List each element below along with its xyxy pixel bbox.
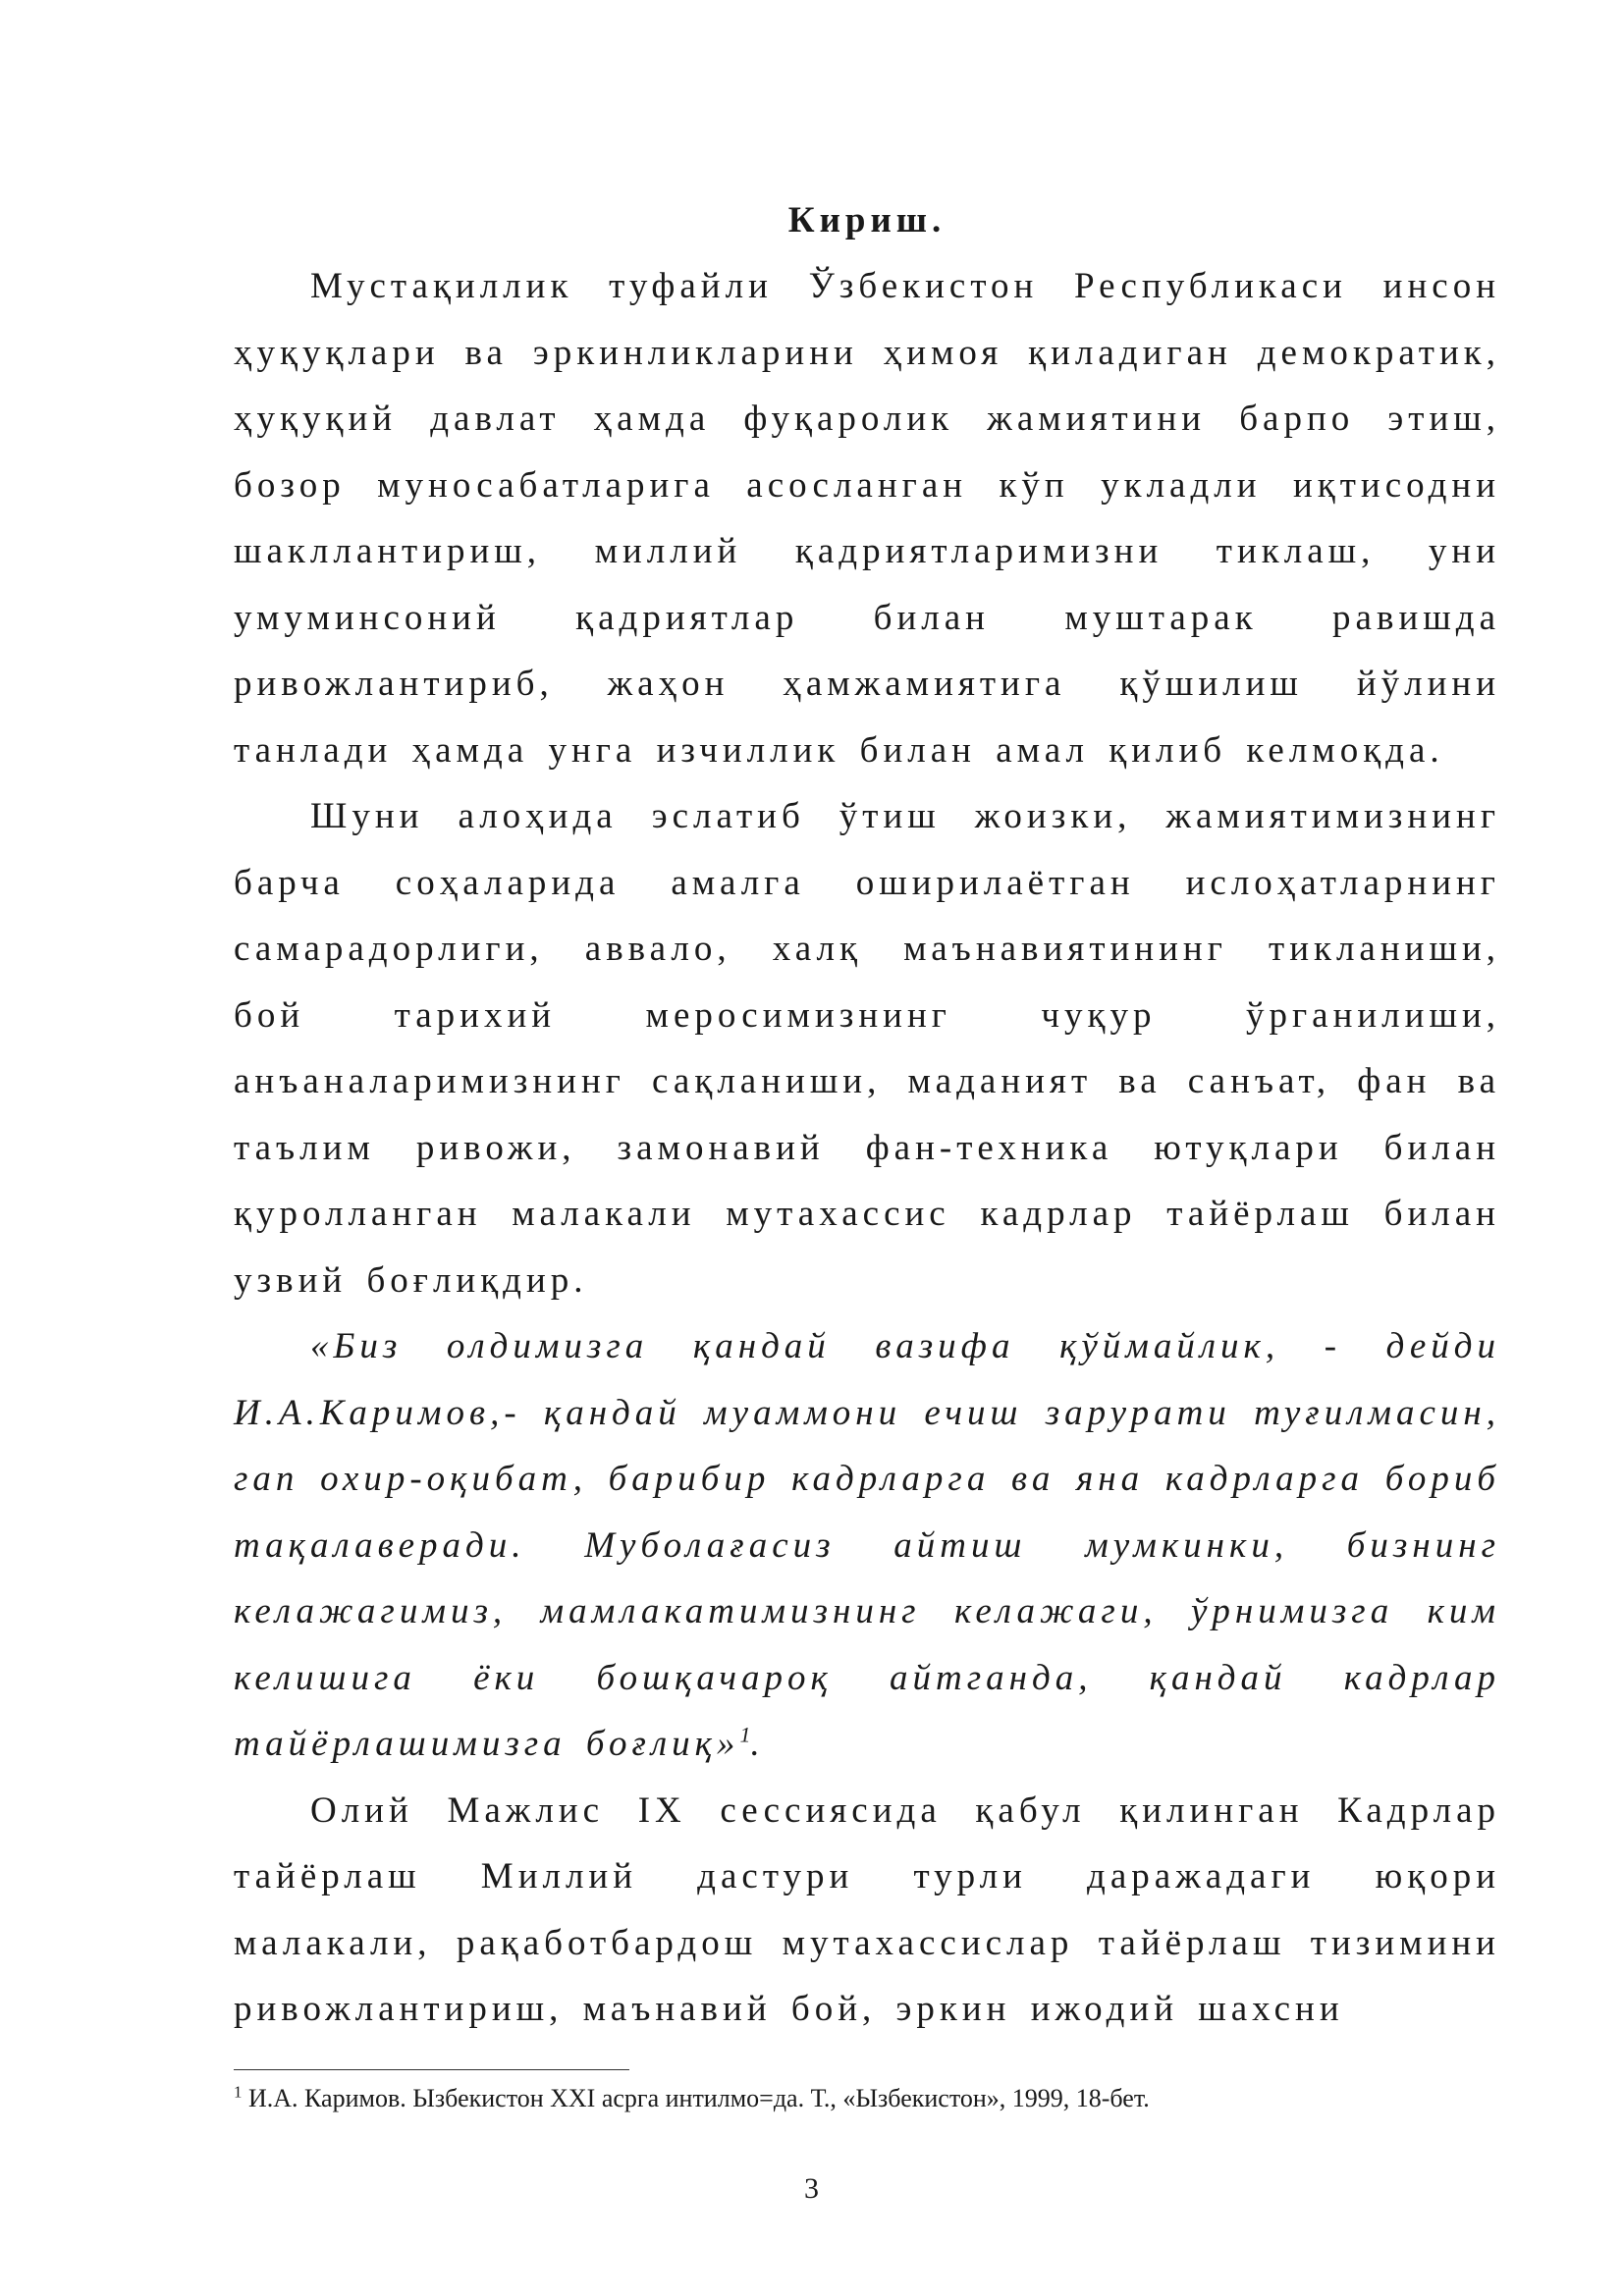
page-number: 3 [804, 2172, 819, 2205]
paragraph-national-program: Олий Мажлис IX сессиясида қабул қилинган Кадрлар тайёрлаш Миллий дастури турли даражадаги юқори малакали, рақаботбардош мутахассислар тайёрлаш тизимини ривожлантириш, маънавий бой, эркин ижодий шахсни [234, 1789, 1500, 2029]
footnote-mark: 1 [234, 2082, 243, 2102]
paragraph-independence: Мустақиллик туфайли Ўзбекистон Республикаси инсон ҳуқуқлари ва эркинликларини ҳимоя қиладиган демократик, ҳуқуқий давлат ҳамда фуқаролик жамиятини барпо этиш, бозор муносабатларига асосланган кўп укладли иқтисодни шакллантириш, миллий қадриятларимизни тиклаш, уни умуминсоний қадриятлар билан муштарак равишда ривожлантириб, жаҳон ҳамжамиятига қўшилиш йўлини танлади ҳамда унга изчиллик билан амал қилиб келмоқда. [234, 266, 1500, 771]
body-text [234, 253, 1500, 2043]
quote-text: «Биз олдимизга қандай вазифа қўймайлик, - дейди И.А.Каримов,- қандай муаммони ечиш зарурати туғилмасин, гап охир-оқибат, барибир кадрларга ва яна кадрларга бориб тақалаверади. Муболағасиз айтиш мумкинки, бизнинг келажагимиз, мамлакатимизнинг келажаги, ўрнимизга ким келишига ёки бошқачароқ айтганда, қандай кадрлар тайёрлашимизга боғлиқ» [234, 1326, 1500, 1764]
quote-paragraph [234, 1313, 1500, 1778]
section-heading: Кириш. [787, 200, 947, 240]
footnote-separator [234, 2069, 629, 2070]
footnote-reference[interactable]: 1 [739, 1722, 751, 1747]
paragraph-reforms: Шуни алоҳида эслатиб ўтиш жоизки, жамиятимизнинг барча соҳаларида амалга оширилаётган ислоҳатларнинг самарадорлиги, аввало, халқ маънавиятининг тикланиши, бой тарихий меросимизнинг чуқур ўрганилиши, анъаналаримизнинг сақланиши, маданият ва санъат, фан ва таълим ривожи, замонавий фан-техника ютуқлари билан қуролланган малакали мутахассис кадрлар тайёрлаш билан узвий боғлиқдир. [234, 796, 1500, 1301]
footnote [234, 2081, 1500, 2116]
footnote-text: И.А. Каримов. Ызбекистон XXI асрга интилмо=да. Т., «Ызбекистон», 1999, 18-бет. [242, 2084, 1150, 2112]
quote-end: . [750, 1724, 765, 1764]
